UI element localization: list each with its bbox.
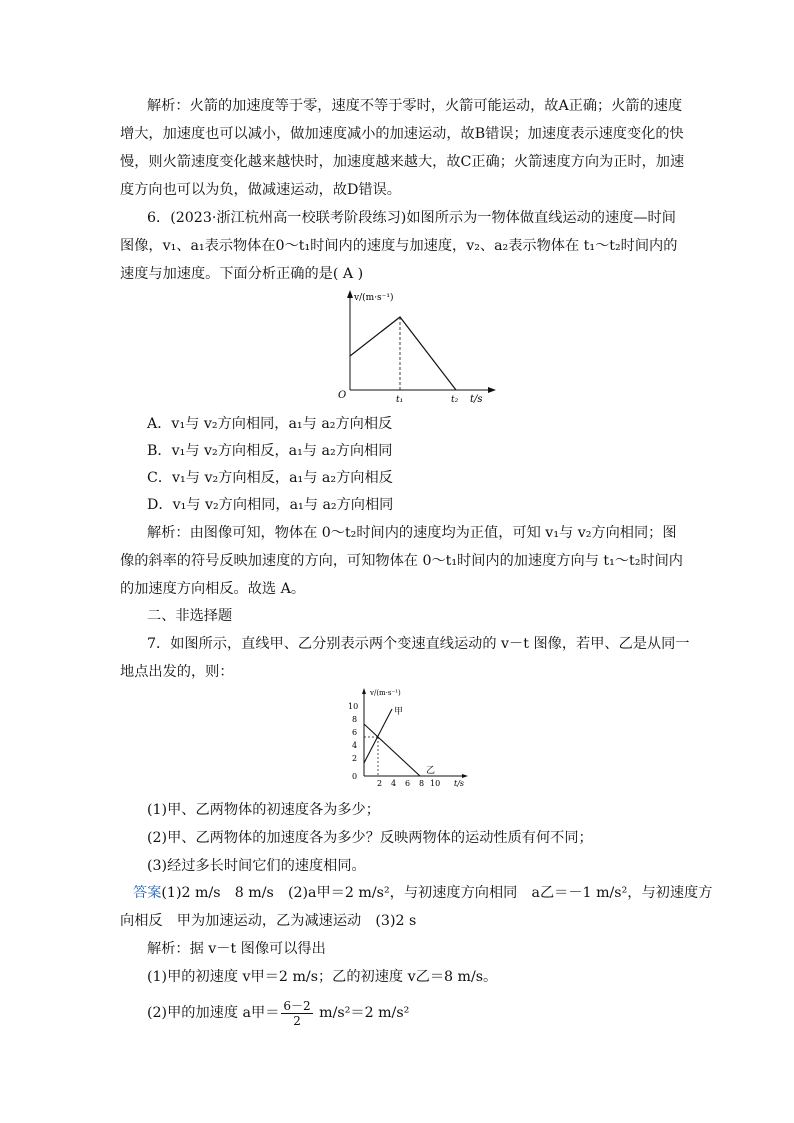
q6-xlabel: t/s [470,394,483,405]
accel-jia-prefix: (2)甲的加速度 a甲＝ [147,1005,280,1021]
q6-y-arrow [347,290,353,298]
q7-label-jia: 甲 [394,707,404,717]
q7-label-yi: 乙 [426,766,436,776]
question-7-line-2: 地点出发的，则： [120,664,234,680]
q6-t2-label: t₂ [451,395,459,405]
q6-origin: O [338,390,347,401]
answer-line-1 [133,883,713,903]
q7-xtick-4: 4 [391,779,397,788]
answer-label: 答案 [133,885,162,901]
question-7-sub-2: (2)甲、乙两物体的加速度各为多少？反映两物体的运动性质有何不同； [147,830,593,846]
analysis-5-line-4: 度方向也可以为负，做减速运动，故D错误。 [120,182,401,198]
option-b: B．v₁与 v₂方向相反，a₁与 a₂方向相同 [147,443,393,459]
analysis-5-line-1: 解析：火箭的加速度等于零，速度不等于零时，火箭可能运动，故A正确；火箭的速度 [147,98,683,114]
question-7-line-1: 7．如图所示，直线甲、乙分别表示两个变速直线运动的 v－t 图像，若甲、乙是从同一 [147,636,690,652]
q7-ytick-4: 4 [352,741,358,750]
question-6-line-1: 6．(2023·浙江杭州高一校联考阶段练习)如图所示为一物体做直线运动的速度—时间 [147,210,676,226]
q7-xtick-10: 10 [430,779,441,788]
option-c: C．v₁与 v₂方向相反，a₁与 a₂方向相反 [147,470,393,486]
q7-ytick-8: 8 [352,715,358,724]
analysis-6-line-3: 的加速度方向相反。故选 A。 [120,581,306,597]
q7-xtick-6: 6 [405,779,411,788]
q6-ylabel: v/(m·s⁻¹) [354,293,394,303]
q7-xlabel: t/s [454,779,465,788]
analysis-6-line-1: 解析：由图像可知，物体在 0～t₂时间内的速度均为正值，可知 v₁与 v₂方向相同；图 [147,525,677,541]
option-a: A．v₁与 v₂方向相同，a₁与 a₂方向相反 [147,416,393,432]
analysis-5-line-2: 增大，加速度也可以减小，做加速度减小的加速运动，故B错误；加速度表示速度变化的快 [120,126,684,142]
question-7-sub-3: (3)经过多长时间它们的速度相同。 [147,858,366,874]
fraction-numerator: 6－2 [283,998,311,1013]
q7-y-arrow [362,688,366,694]
q7-line-yi [364,724,420,776]
accel-fraction [281,999,312,1028]
answer-line-2: 向相反 甲为加速运动，乙为减速运动 (3)2 s [120,913,417,929]
accel-jia-suffix: m/s²＝2 m/s² [314,1005,410,1021]
analysis-7-line-3 [147,996,707,1030]
q7-xtick-8: 8 [419,779,425,788]
q7-ytick-2: 2 [352,754,358,763]
q6-x-arrow [488,387,496,393]
q6-velocity-line [350,317,456,390]
q7-ylabel: v/(m·s⁻¹) [370,689,401,697]
q6-t1-label: t₁ [396,395,404,405]
question-6-line-3: 速度与加速度。下面分析正确的是( A ) [120,266,364,282]
answer-text-1: (1)2 m/s 8 m/s (2)a甲＝2 m/s²，与初速度方向相同 a乙＝－1 m/s²，与初速度方 [161,885,713,901]
analysis-7-line-2: (1)甲的初速度 v甲＝2 m/s；乙的初速度 v乙＝8 m/s。 [147,969,498,985]
option-d: D．v₁与 v₂方向相同，a₁与 a₂方向相同 [147,497,394,513]
analysis-5-line-3: 慢，则火箭速度变化越来越快时，加速度越来越大，故C正确；火箭速度方向为正时，加速 [120,154,685,170]
question-7-vt-graph [340,686,472,792]
q7-x-ticks [377,779,440,788]
section-heading: 二、非选择题 [147,608,233,624]
q7-ytick-0: 0 [352,772,358,781]
question-6-vt-graph [330,286,500,408]
q7-ytick-6: 6 [352,728,358,737]
q7-x-arrow [462,774,468,778]
q7-ytick-10: 10 [348,702,359,711]
analysis-7-line-1: 解析：据 v－t 图像可以得出 [147,941,326,957]
question-7-sub-1: (1)甲、乙两物体的初速度各为多少； [147,802,380,818]
q7-xtick-2: 2 [377,779,383,788]
fraction-denominator: 2 [293,1013,301,1028]
analysis-6-line-2: 像的斜率的符号反映加速度的方向，可知物体在 0～t₁时间内的加速度方向与 t₁～t₂时间内 [120,553,683,569]
question-6-line-2: 图像，v₁、a₁表示物体在0～t₁时间内的速度与加速度，v₂、a₂表示物体在 t₁～t₂时间内的 [120,238,678,254]
q7-y-ticks [348,702,358,781]
